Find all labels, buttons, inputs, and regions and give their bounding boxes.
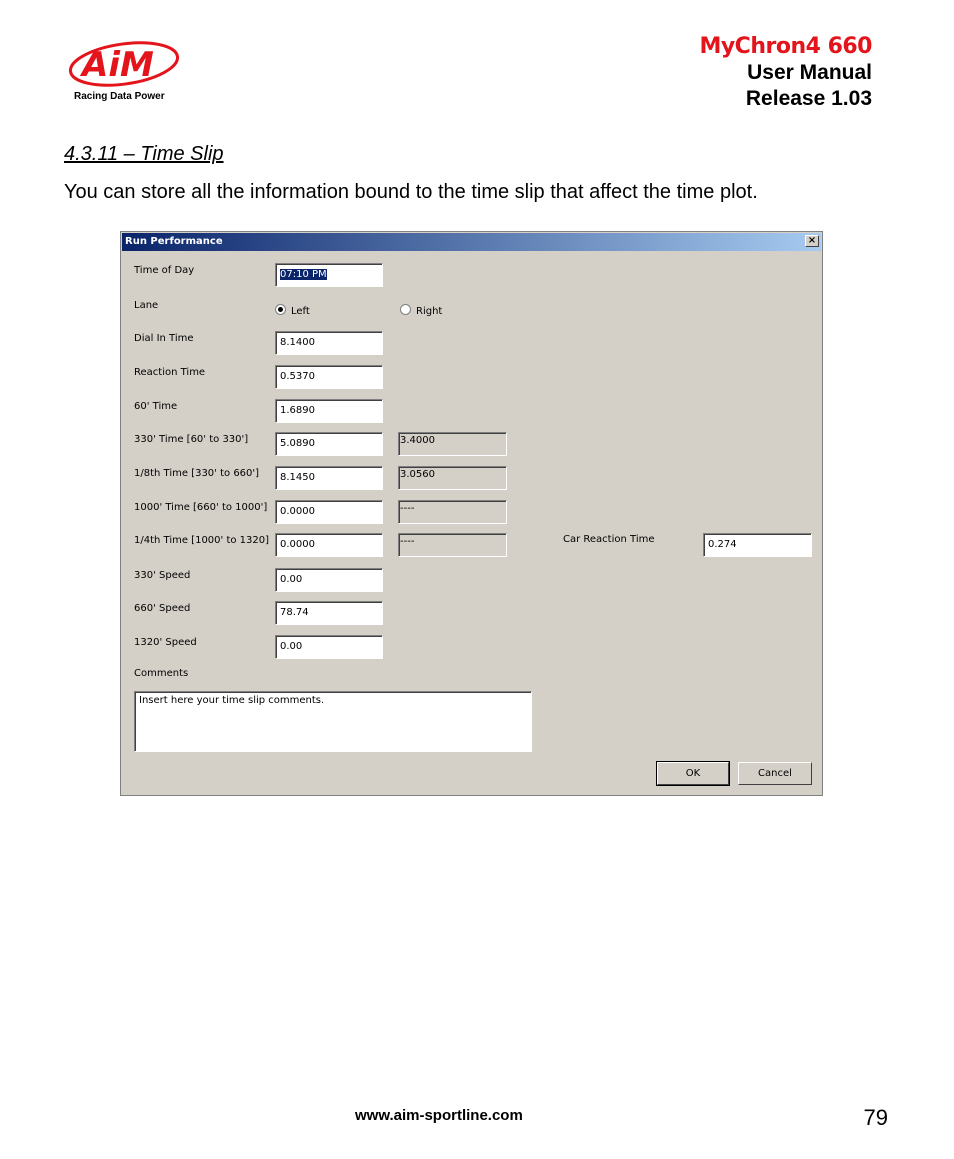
page-number: 79 (863, 1105, 888, 1130)
reaction-time-field[interactable]: 0.5370 (275, 365, 383, 389)
svg-text:AiM: AiM (82, 45, 154, 85)
dial-in-label: Dial In Time (134, 333, 194, 344)
car-reaction-label: Car Reaction Time (563, 534, 655, 545)
dialog-title: Run Performance (125, 236, 223, 247)
product-name: MyChron4 660 (699, 34, 872, 59)
s330-label: 330' Speed (134, 570, 191, 581)
run-performance-dialog (120, 231, 823, 796)
section-title: 4.3.11 – Time Slip (64, 143, 224, 165)
section-intro: You can store all the information bound to the time slip that affect the time plot. (64, 181, 758, 203)
lane-right-label: Right (416, 306, 443, 317)
t330-label: 330' Time [60' to 330'] (134, 434, 249, 445)
time-of-day-value: 07:10 PM (280, 269, 327, 280)
t660-split: 3.0560 (398, 466, 507, 490)
time-of-day-label: Time of Day (134, 265, 195, 276)
time-of-day-field[interactable] (275, 263, 383, 287)
logo-tagline: Racing Data Power (74, 91, 165, 102)
t60-label: 60' Time (134, 401, 178, 412)
radio-unselected-icon (400, 304, 411, 315)
s1320-field[interactable]: 0.00 (275, 635, 383, 659)
t1000-split: ---- (398, 500, 507, 524)
aim-logo (66, 38, 184, 108)
lane-label: Lane (134, 300, 159, 311)
t660-field[interactable]: 8.1450 (275, 466, 383, 490)
t330-split: 3.4000 (398, 432, 507, 456)
dialog-titlebar[interactable] (122, 233, 821, 251)
dial-in-field[interactable]: 8.1400 (275, 331, 383, 355)
close-icon[interactable]: × (805, 235, 819, 247)
reaction-time-label: Reaction Time (134, 367, 206, 378)
s660-label: 660' Speed (134, 603, 191, 614)
t60-field[interactable]: 1.6890 (275, 399, 383, 423)
comments-label: Comments (134, 668, 189, 679)
t1320-field[interactable]: 0.0000 (275, 533, 383, 557)
cancel-button[interactable]: Cancel (738, 762, 812, 785)
footer-url[interactable]: www.aim-sportline.com (355, 1107, 523, 1124)
car-reaction-field[interactable]: 0.274 (703, 533, 812, 557)
s660-field[interactable]: 78.74 (275, 601, 383, 625)
lane-left-radio[interactable] (275, 304, 310, 317)
t1000-label: 1000' Time [660' to 1000'] (134, 502, 268, 513)
t330-field[interactable]: 5.0890 (275, 432, 383, 456)
s1320-label: 1320' Speed (134, 637, 197, 648)
s330-field[interactable]: 0.00 (275, 568, 383, 592)
release-number: Release 1.03 (745, 87, 872, 110)
aim-logo-mark (66, 38, 184, 90)
t660-label: 1/8th Time [330' to 660'] (134, 468, 260, 479)
manual-title: User Manual (747, 61, 872, 84)
ok-button[interactable]: OK (657, 762, 729, 785)
t1320-label: 1/4th Time [1000' to 1320] (134, 535, 270, 546)
lane-left-label: Left (291, 306, 310, 317)
radio-selected-icon (275, 304, 286, 315)
lane-right-radio[interactable] (400, 304, 442, 317)
t1320-split: ---- (398, 533, 507, 557)
t1000-field[interactable]: 0.0000 (275, 500, 383, 524)
comments-textarea[interactable]: Insert here your time slip comments. (134, 691, 532, 752)
